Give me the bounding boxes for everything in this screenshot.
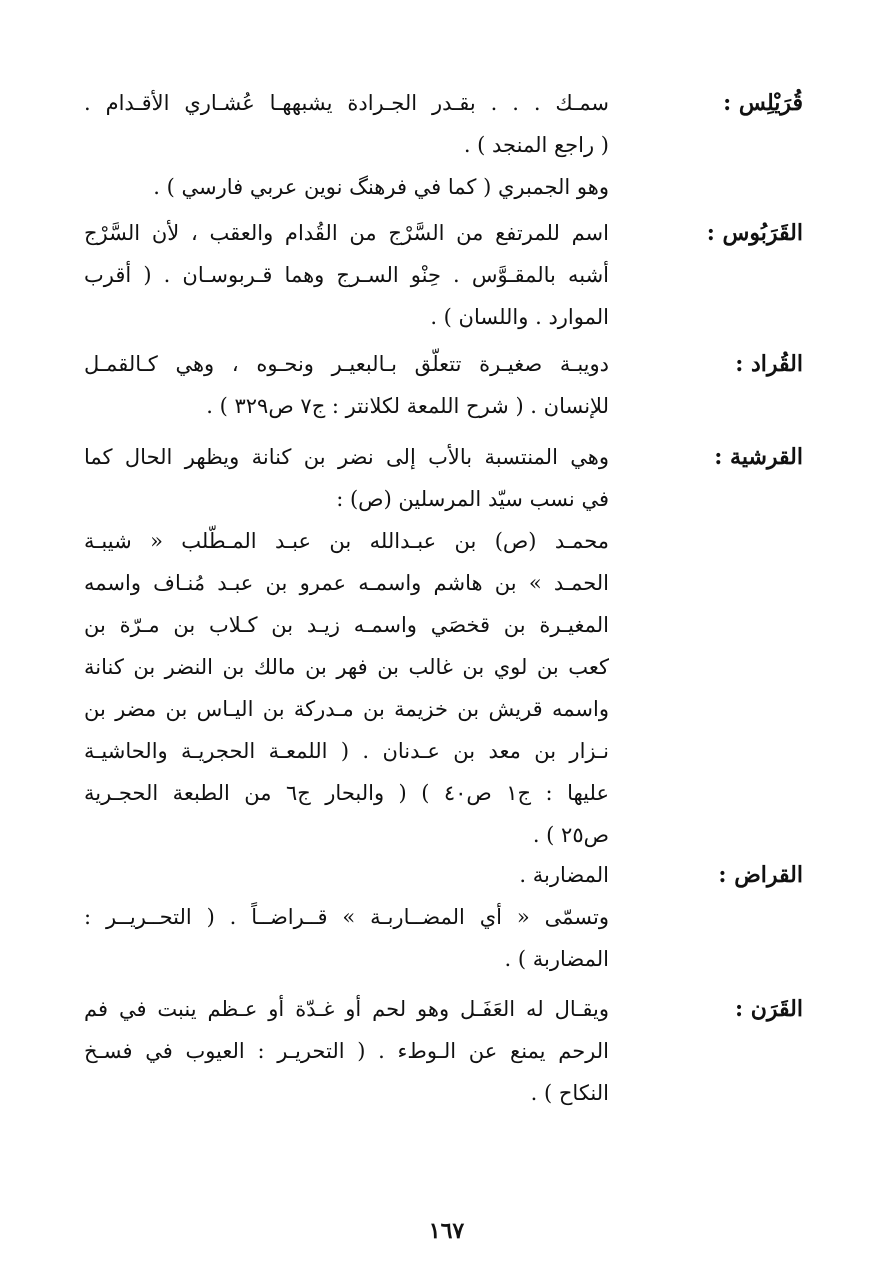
definition (84, 988, 609, 1114)
page-number: ١٦٧ (428, 1218, 465, 1244)
definition-line: سمـك . . . بقـدر الجـرادة يشبههـا عُشـاري الأقـدام . (84, 91, 609, 115)
definition-line: وهي المنتسبة بالأب إلى نضر بن كنانة ويظهر الحال كما (84, 445, 609, 469)
definition-line: نـزار بن معد بن عـدنان . ( اللمعـة الحجريـة والحاشيـة (84, 739, 609, 763)
headword: القَرَن : (734, 996, 803, 1022)
headword: قُرَيْلِس : (723, 90, 803, 116)
definition-line: النكاح ) . (530, 1081, 609, 1105)
definition-line: أشبه بالمقـوَّس . حِنْو السـرج وهما قـربوسـان . ( أقرب (84, 263, 609, 287)
definition-line: الحمـد » بن هاشم واسمـه عمرو بن عبـد مُنـاف واسمه (84, 571, 609, 595)
definition-line: المضاربة ) . (504, 947, 609, 971)
definition-line: للإنسان . ( شرح اللمعة لكلانتر : ج٧ ص٣٢٩ ) . (206, 394, 609, 418)
definition-line: ص٢٥ ) . (532, 823, 609, 847)
definition-line: المغيـرة بن قخصَي واسمـه زيـد بن كـلاب بن مـرّة بن (84, 613, 609, 637)
definition (84, 343, 609, 427)
definition-line: ويقـال له العَفَـل وهو لحم أو غـدّة أو عـظم ينبت في فم (84, 997, 609, 1021)
definition-line: وهو الجمبري ( كما في فرهنگ نوين عربي فارسي ) . (153, 175, 609, 199)
definition-line: وتسمّى « أي المضــاربـة » قــراضــاً . ( التحــريــر : (84, 905, 609, 929)
headword: القُراد : (735, 351, 803, 377)
definition (84, 436, 609, 856)
headword: القَرَبُوس : (706, 220, 803, 246)
headword: القرشية : (714, 444, 803, 470)
definition-line: محمـد (ص) بن عبـدالله بن عبـد المـطّلب « شيبـة (84, 529, 609, 553)
definition (84, 212, 609, 338)
definition-line: اسم للمرتفع من السَّرْج من القُدام والعقب ، لأن السَّرْج (84, 221, 609, 245)
definition-line: دويبـة صغيـرة تتعلّق بـالبعيـر ونحـوه ، وهي كـالقمـل (84, 352, 609, 376)
definition-line: واسمه قريش بن خزيمة بن مـدركة بن اليـاس بن مضر بن (84, 697, 609, 721)
headword: القراض : (718, 862, 803, 888)
definition-line: ( راجع المنجد ) . (463, 133, 609, 157)
definition-line: الموارد . واللسان ) . (430, 305, 609, 329)
definition-line: كعب بن لوي بن غالب بن فهر بن مالك بن النضر بن كنانة (84, 655, 609, 679)
definition (84, 854, 609, 980)
definition-line: في نسب سيّد المرسلين (ص) : (336, 487, 609, 511)
definition (84, 82, 609, 208)
definition-line: المضاربة . (519, 863, 609, 887)
definition-line: عليها : ج١ ص٤٠ ) ( والبحار ج٦ من الطبعة الحجـرية (84, 781, 609, 805)
definition-line: الرحم يمنع عن الـوطء . ( التحريـر : العيوب في فسـخ (84, 1039, 609, 1063)
